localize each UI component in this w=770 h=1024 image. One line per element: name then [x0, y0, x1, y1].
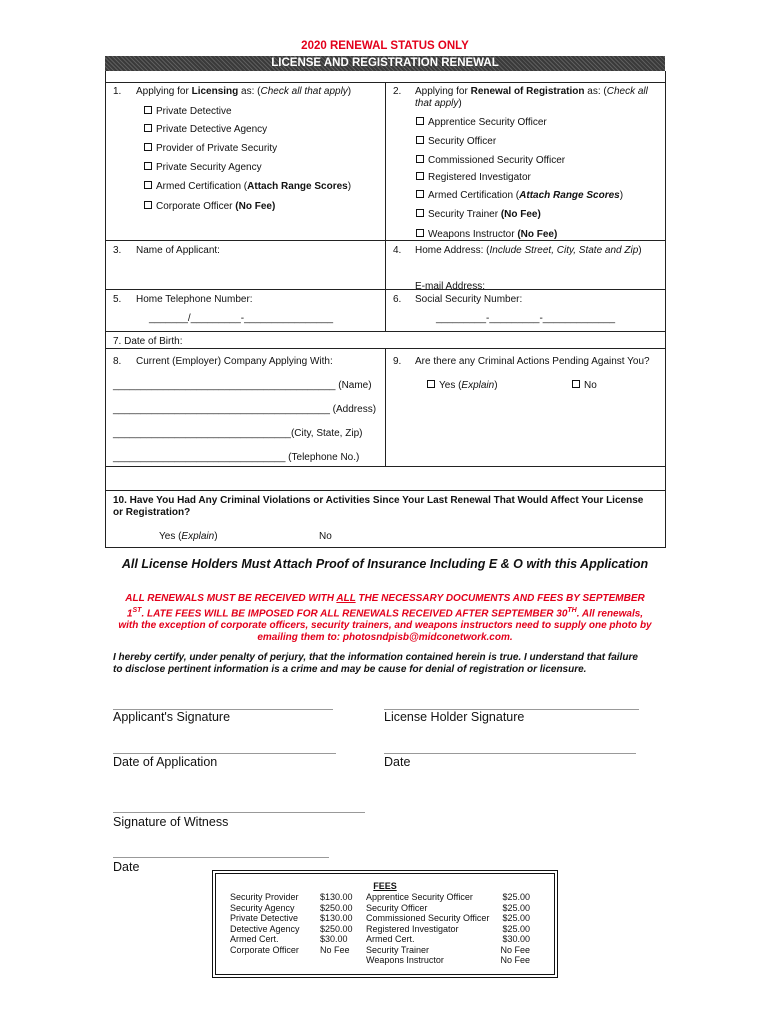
- q2-number: 2.: [393, 86, 402, 97]
- witness-date-line[interactable]: [113, 857, 329, 858]
- checkbox[interactable]: [416, 155, 424, 163]
- date-of-application-line[interactable]: [113, 753, 336, 754]
- q10-line1: 10. Have You Had Any Criminal Violations or Activities Since Your Last Renewal That Would Affect Your License: [113, 495, 644, 506]
- option-private-detective[interactable]: Private Detective: [144, 106, 232, 118]
- q4-number: 4.: [393, 245, 402, 256]
- checkbox[interactable]: [572, 380, 580, 388]
- q9-label: Are there any Criminal Actions Pending Against You?: [415, 356, 650, 367]
- option-armed-certification[interactable]: Armed Certification (Attach Range Scores): [144, 181, 351, 193]
- fee-row: [230, 903, 360, 914]
- fee-item-name: Commissioned Security Officer: [366, 913, 490, 923]
- option-apprentice-security-officer[interactable]: Apprentice Security Officer: [416, 117, 547, 129]
- email-label: E-mail Address:: [415, 281, 486, 292]
- option-corporate-officer[interactable]: Corporate Officer (No Fee): [144, 201, 275, 213]
- fee-row: [366, 934, 530, 945]
- fee-amount: $30.00: [320, 934, 348, 944]
- fee-amount: $250.00: [320, 923, 353, 934]
- form-title: LICENSE AND REGISTRATION RENEWAL: [105, 56, 665, 71]
- fee-row: [230, 913, 360, 924]
- applicant-signature-label: Applicant's Signature: [113, 710, 231, 724]
- fee-row: [230, 934, 360, 945]
- checkbox[interactable]: [144, 124, 152, 132]
- option-private-security-agency[interactable]: Private Security Agency: [144, 162, 262, 174]
- employer-city-field[interactable]: ________________________________(City, State, Zip): [113, 428, 363, 439]
- fee-amount: $25.00: [502, 923, 530, 934]
- rule: [105, 466, 665, 467]
- fee-amount: $25.00: [502, 902, 530, 913]
- fee-row: [366, 924, 530, 935]
- rule: [105, 490, 665, 491]
- option-commissioned-security-officer[interactable]: Commissioned Security Officer: [416, 155, 565, 167]
- option-weapons-instructor[interactable]: Weapons Instructor (No Fee): [416, 229, 557, 241]
- fee-row: [366, 892, 530, 903]
- fee-row: [230, 892, 360, 903]
- checkbox[interactable]: [144, 162, 152, 170]
- fee-item-name: Security Officer: [366, 902, 428, 913]
- q3-label: Name of Applicant:: [136, 245, 220, 256]
- fee-item-name: Security Provider: [230, 892, 299, 902]
- option-registered-investigator[interactable]: Registered Investigator: [416, 172, 531, 184]
- witness-signature-label: Signature of Witness: [113, 815, 229, 829]
- q2-label: Applying for Renewal of Registration as: (Check all that apply): [415, 86, 648, 109]
- fees-left-column: [230, 892, 360, 955]
- fee-item-name: Security Trainer: [366, 944, 430, 955]
- q1-label: Applying for Licensing as: (Check all that apply): [136, 86, 352, 97]
- employer-phone-field[interactable]: _______________________________ (Telephone No.): [113, 452, 360, 463]
- q5-number: 5.: [113, 294, 122, 305]
- column-divider: [385, 82, 386, 332]
- witness-date-label: Date: [113, 860, 140, 874]
- fee-amount: $250.00: [320, 902, 353, 913]
- q8-number: 8.: [113, 356, 122, 367]
- fee-amount: $25.00: [502, 892, 530, 902]
- fee-amount: $30.00: [502, 934, 530, 944]
- checkbox[interactable]: [416, 190, 424, 198]
- fee-amount: No Fee: [500, 955, 530, 965]
- fee-amount: No Fee: [320, 944, 350, 955]
- checkbox[interactable]: [416, 229, 424, 237]
- checkbox[interactable]: [416, 172, 424, 180]
- checkbox[interactable]: [144, 143, 152, 151]
- option-armed-certification-reg[interactable]: Armed Certification (Attach Range Scores): [416, 190, 623, 202]
- checkbox[interactable]: [416, 117, 424, 125]
- q7-label: 7. Date of Birth:: [113, 336, 183, 347]
- home-phone-field[interactable]: _______/_________-________________: [149, 313, 334, 324]
- fee-amount: No Fee: [500, 944, 530, 955]
- fee-item-name: Security Agency: [230, 902, 295, 913]
- fee-amount: $25.00: [502, 913, 530, 923]
- date-of-application-label: Date of Application: [113, 755, 218, 769]
- q5-label: Home Telephone Number:: [136, 294, 253, 305]
- column-divider: [385, 348, 386, 466]
- q8-label: Current (Employer) Company Applying With:: [136, 356, 333, 367]
- q9-yes-option[interactable]: Yes (Explain): [427, 380, 498, 392]
- fee-row: [230, 924, 360, 935]
- q9-no-option[interactable]: No: [572, 380, 597, 392]
- option-private-detective-agency[interactable]: Private Detective Agency: [144, 124, 267, 136]
- fee-item-name: Armed Cert.: [366, 934, 415, 944]
- fee-amount: $130.00: [320, 913, 353, 923]
- q6-label: Social Security Number:: [415, 294, 523, 305]
- q9-number: 9.: [393, 356, 402, 367]
- checkbox[interactable]: [144, 181, 152, 189]
- checkbox[interactable]: [416, 209, 424, 217]
- option-security-officer[interactable]: Security Officer: [416, 136, 496, 148]
- fee-item-name: Private Detective: [230, 913, 299, 923]
- fee-item-name: Registered Investigator: [366, 923, 459, 934]
- holder-date-line[interactable]: [384, 753, 636, 754]
- fee-item-name: Weapons Instructor: [366, 955, 444, 965]
- q10-no-option[interactable]: No: [319, 531, 332, 542]
- fee-item-name: Detective Agency: [230, 923, 300, 934]
- fees-right-column: [366, 892, 530, 966]
- fee-item-name: Apprentice Security Officer: [366, 892, 473, 902]
- q4-label: Home Address: (Include Street, City, State and Zip): [415, 245, 642, 256]
- fees-table: [212, 870, 558, 978]
- certification-statement: I hereby certify, under penalty of perjury, that the information contained herein is true. I understand that failure to disclose pertinent information is a crime and may be cause for denial of registration or licensure.: [113, 652, 638, 675]
- checkbox[interactable]: [144, 201, 152, 209]
- q3-number: 3.: [113, 245, 122, 256]
- checkbox[interactable]: [416, 136, 424, 144]
- employer-address-field[interactable]: _______________________________________ (Address): [113, 404, 377, 415]
- fee-row: [366, 903, 530, 914]
- ssn-field[interactable]: _________-_________-_____________: [436, 313, 616, 324]
- fee-row: [366, 955, 530, 966]
- witness-signature-line[interactable]: [113, 812, 365, 813]
- fee-amount: $130.00: [320, 892, 353, 902]
- fee-row: [230, 945, 360, 956]
- option-provider-private-security[interactable]: Provider of Private Security: [144, 143, 277, 155]
- employer-name-field[interactable]: ________________________________________ (Name): [113, 380, 372, 391]
- q1-number: 1.: [113, 86, 122, 97]
- renewal-deadline-notice: ALL RENEWALS MUST BE RECEIVED WITH ALL THE NECESSARY DOCUMENTS AND FEES BY SEPTEMBER 1ST. LATE FEES WILL BE IMPOSED FOR ALL RENEWALS RECEIVED AFTER SEPTEMBER 30TH. All renewals, with the exception of corporate officers, security trainers, and weapons instructors need to supply one photo by emailing them to: photosndpisb@midconetwork.com.: [118, 593, 652, 644]
- checkbox[interactable]: [144, 106, 152, 114]
- fee-row: [366, 945, 530, 956]
- holder-signature-label: License Holder Signature: [384, 710, 525, 724]
- fee-row: [366, 913, 530, 924]
- q6-number: 6.: [393, 294, 402, 305]
- checkbox[interactable]: [427, 380, 435, 388]
- fee-item-name: Armed Cert.: [230, 934, 279, 944]
- fees-title: FEES: [373, 881, 397, 891]
- option-security-trainer[interactable]: Security Trainer (No Fee): [416, 209, 541, 221]
- holder-date-label: Date: [384, 755, 411, 769]
- q10-yes-option[interactable]: Yes (Explain): [159, 531, 218, 542]
- fee-item-name: Corporate Officer: [230, 944, 299, 955]
- q10-line2: or Registration?: [113, 507, 191, 518]
- status-title: 2020 RENEWAL STATUS ONLY: [301, 40, 469, 52]
- insurance-notice: All License Holders Must Attach Proof of Insurance Including E & O with this Application: [121, 557, 649, 571]
